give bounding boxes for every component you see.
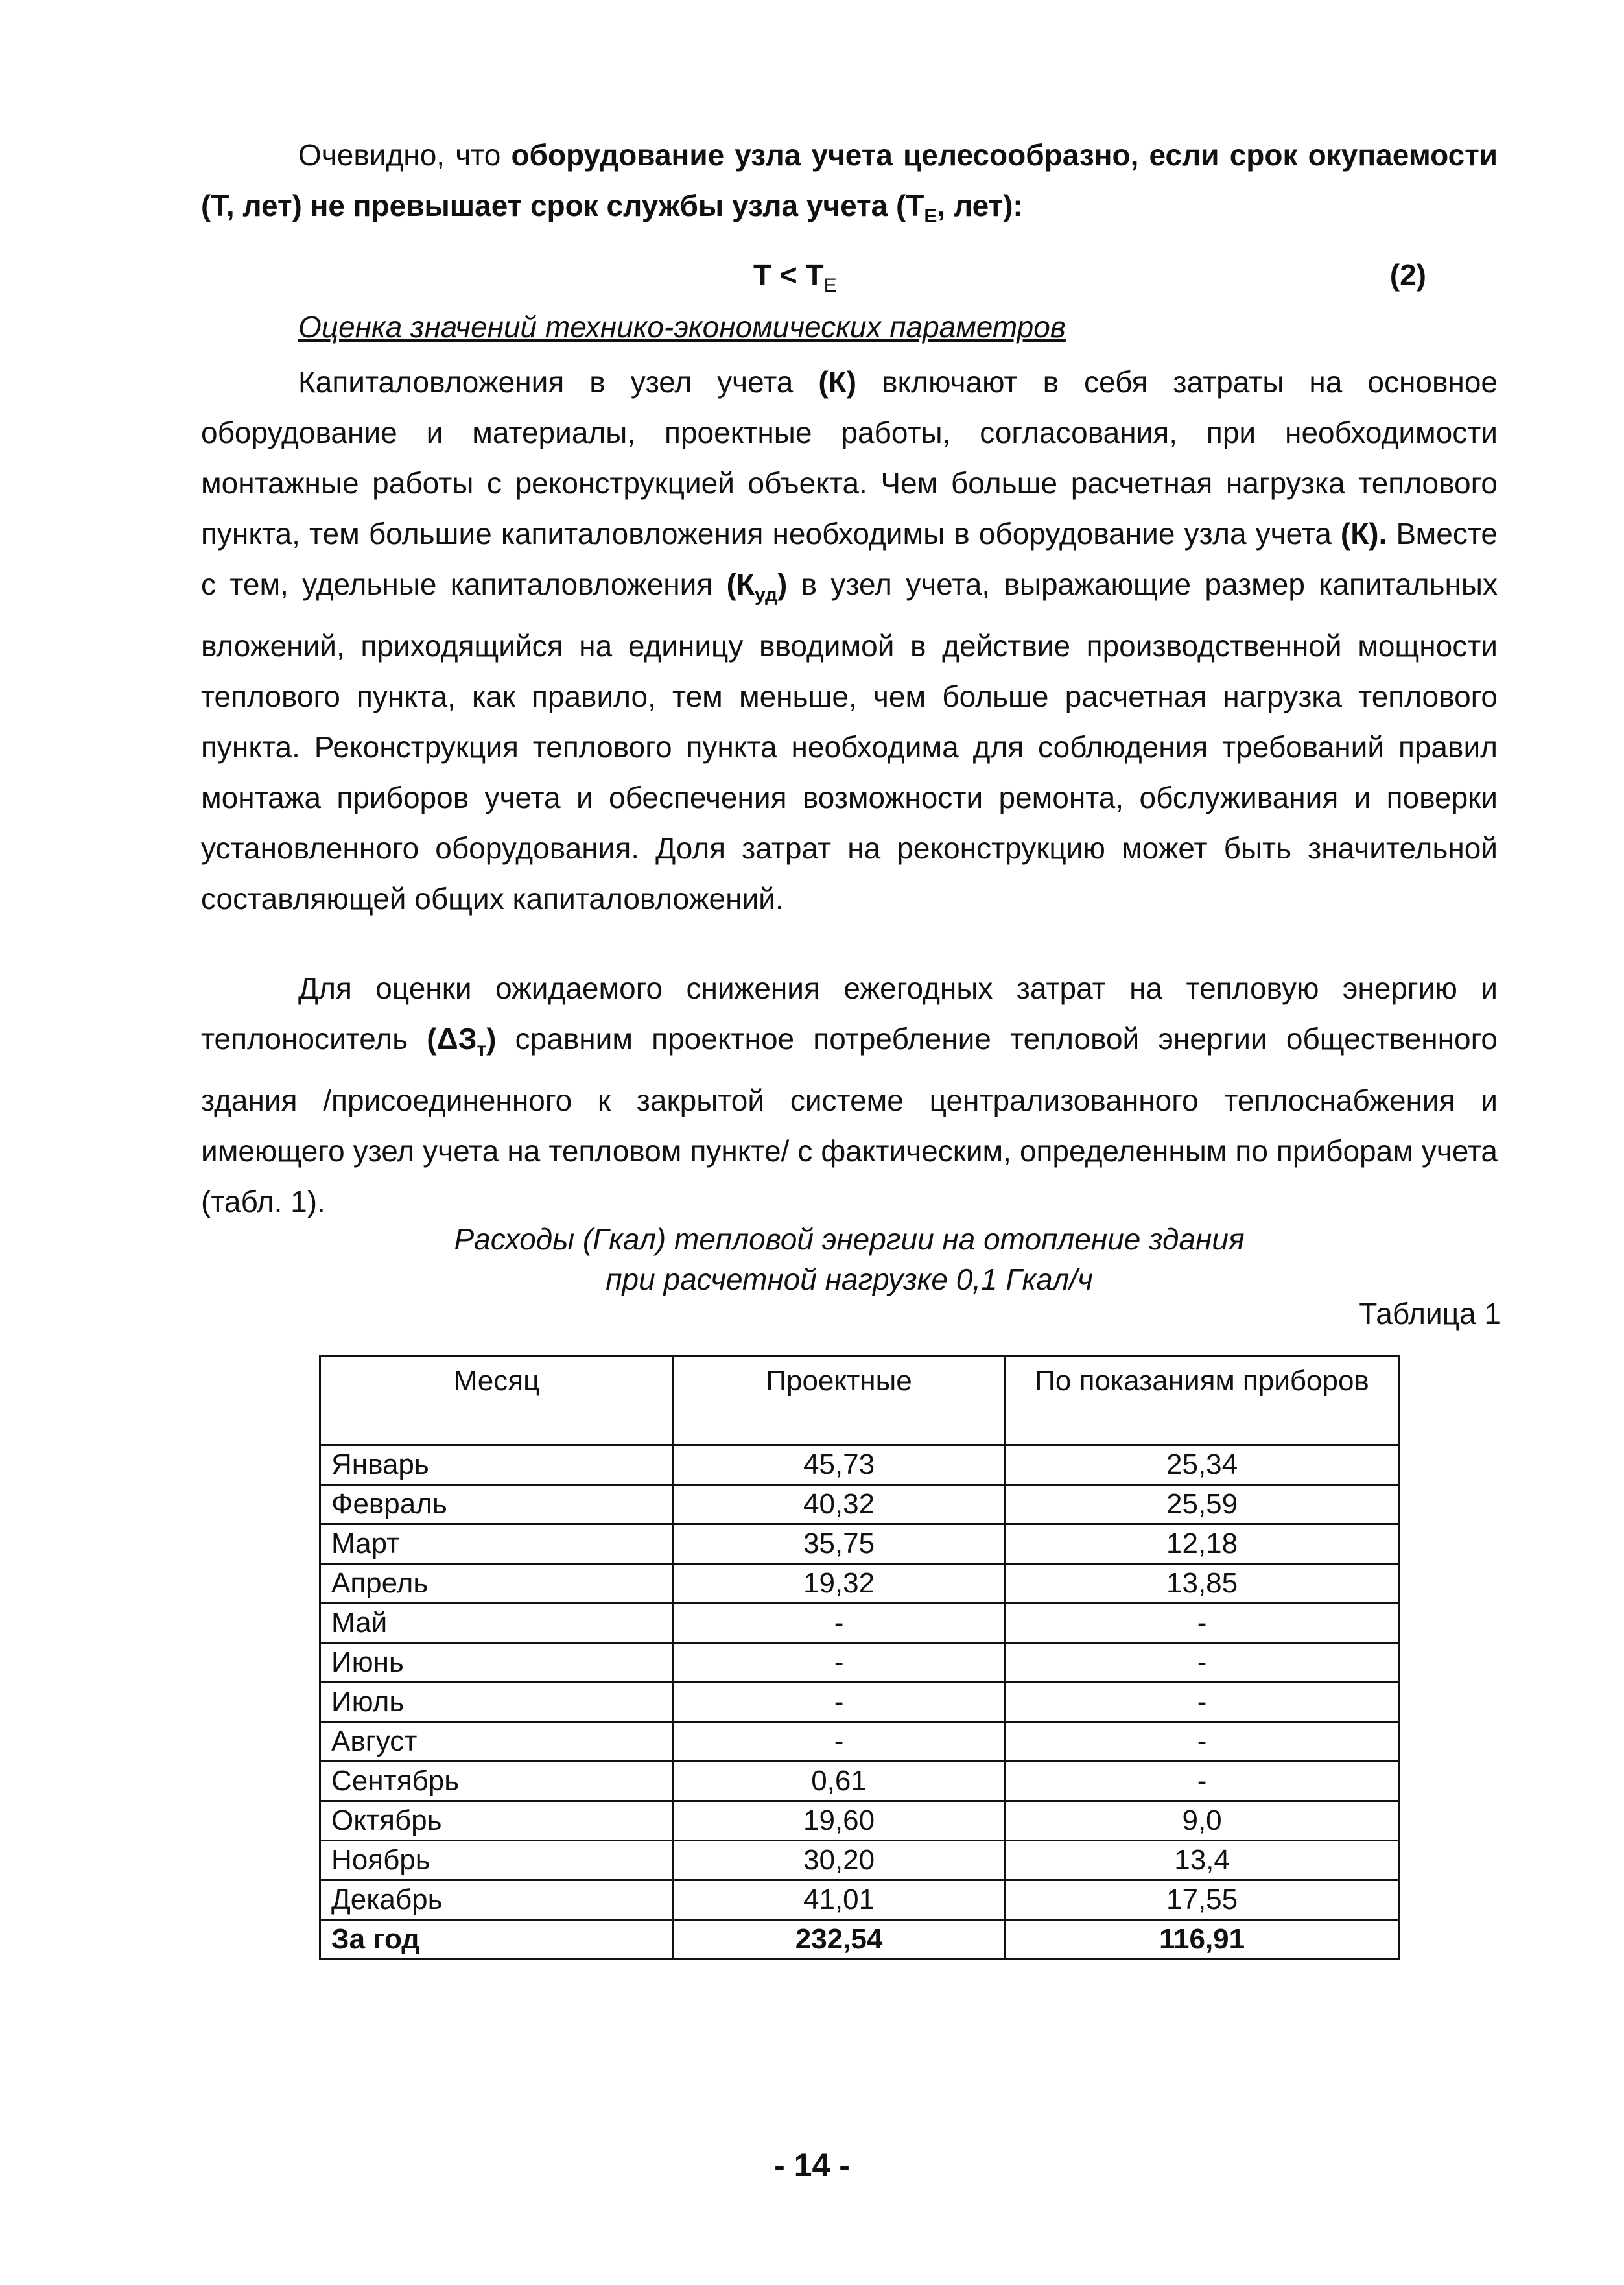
cell-metered: 25,59 [1005, 1485, 1400, 1524]
formula-number: (2) [1389, 258, 1426, 292]
table-caption: Расходы (Гкал) тепловой энергии на отопление здания при расчетной нагрузке 0,1 Гкал/ч [454, 1222, 1245, 1296]
cell-metered: 13,4 [1005, 1841, 1400, 1880]
total-design: 232,54 [673, 1920, 1004, 1959]
cell-month: Июнь [320, 1643, 674, 1683]
cell-design: - [673, 1722, 1004, 1762]
header-month: Месяц [320, 1356, 674, 1445]
table-label: Таблица 1 [1359, 1297, 1501, 1331]
cell-design: 45,73 [673, 1445, 1004, 1485]
cell-design: - [673, 1643, 1004, 1683]
cell-design: 19,32 [673, 1564, 1004, 1604]
cell-month: Декабрь [320, 1880, 674, 1920]
cell-metered: 13,85 [1005, 1564, 1400, 1604]
cell-design: 41,01 [673, 1880, 1004, 1920]
formula-2 [201, 250, 1498, 300]
cell-month: Октябрь [320, 1801, 674, 1841]
table-row [320, 1683, 1400, 1722]
paragraph-payback-condition: Очевидно, что оборудование узла учета целесообразно, если срок окупаемости (Т, лет) не превышает срок службы узла учета ($Т_Е$, лет): [201, 138, 1498, 228]
table-row [320, 1445, 1400, 1485]
cell-month: Май [320, 1604, 674, 1643]
cell-metered: - [1005, 1762, 1400, 1801]
header-design: Проектные [673, 1356, 1004, 1445]
paragraph-capital-investment: Капиталовложения в узел учета (К) включают в себя затраты на основное оборудование и материалы, проектные работы, согласования, при необходимости монтажные работы с реконструкцией объекта. Чем больше расчетная нагрузка теплового пункта, тем большие капиталовложения необходимы в оборудование узла учета (К). Вместе с тем, удельные капиталовложения $(К_{уд})$ в узел учета, выражающие размер капитальных вложений, приходящийся на единицу вводимой в действие производственной мощности теплового пункта, как правило, тем меньше, чем больше расчетная нагрузка теплового пункта. Реконструкция теплового пункта необходима для соблюдения требований правил монтажа приборов учета и обеспечения возможности ремонта, обслуживания и поверки установленного оборудования. Доля затрат на реконструкцию может быть значительной составляющей общих капиталовложений. [201, 365, 1498, 916]
header-metered: По показаниям приборов [1005, 1356, 1400, 1445]
cell-metered: - [1005, 1604, 1400, 1643]
table-total-row [320, 1920, 1400, 1959]
table-row [320, 1762, 1400, 1801]
cell-metered: - [1005, 1683, 1400, 1722]
cell-design: 19,60 [673, 1801, 1004, 1841]
cell-metered: - [1005, 1643, 1400, 1683]
table-row [320, 1722, 1400, 1762]
table-row [320, 1485, 1400, 1524]
cell-month: Ноябрь [320, 1841, 674, 1880]
section-subheading: Оценка значений технико-экономических параметров [298, 310, 1066, 344]
cell-design: 40,32 [673, 1485, 1004, 1524]
cell-design: - [673, 1683, 1004, 1722]
paragraph-consumption-comparison: Для оценки ожидаемого снижения ежегодных затрат на тепловую энергию и теплоноситель $(\Delta З_т)$ сравним проектное потребление тепловой энергии общественного здания /присоединенного к закрытой системе централизованного теплоснабжения и имеющего узел учета на тепловом пункте/ с фактическим, определенным по приборам учета (табл. 1). [201, 971, 1498, 1219]
cell-design: 35,75 [673, 1524, 1004, 1564]
formula-expression: $Т < Т_Е$ [753, 258, 837, 297]
table-row [320, 1841, 1400, 1880]
cell-month: Март [320, 1524, 674, 1564]
table-row [320, 1880, 1400, 1920]
cell-month: Февраль [320, 1485, 674, 1524]
cell-metered: - [1005, 1722, 1400, 1762]
table-row [320, 1604, 1400, 1643]
cell-design: - [673, 1604, 1004, 1643]
cell-month: Август [320, 1722, 674, 1762]
table-row [320, 1524, 1400, 1564]
cell-design: 0,61 [673, 1762, 1004, 1801]
cell-month: Апрель [320, 1564, 674, 1604]
cell-metered: 12,18 [1005, 1524, 1400, 1564]
table-row [320, 1801, 1400, 1841]
cell-metered: 25,34 [1005, 1445, 1400, 1485]
table-row [320, 1643, 1400, 1683]
cell-month: Январь [320, 1445, 674, 1485]
heat-consumption-table [319, 1355, 1400, 1960]
total-label: За год [320, 1920, 674, 1959]
cell-metered: 9,0 [1005, 1801, 1400, 1841]
cell-month: Июль [320, 1683, 674, 1722]
page-number: - 14 - [774, 2147, 850, 2183]
table-row [320, 1564, 1400, 1604]
total-metered: 116,91 [1005, 1920, 1400, 1959]
table-header-row [320, 1356, 1400, 1445]
cell-design: 30,20 [673, 1841, 1004, 1880]
cell-month: Сентябрь [320, 1762, 674, 1801]
cell-metered: 17,55 [1005, 1880, 1400, 1920]
